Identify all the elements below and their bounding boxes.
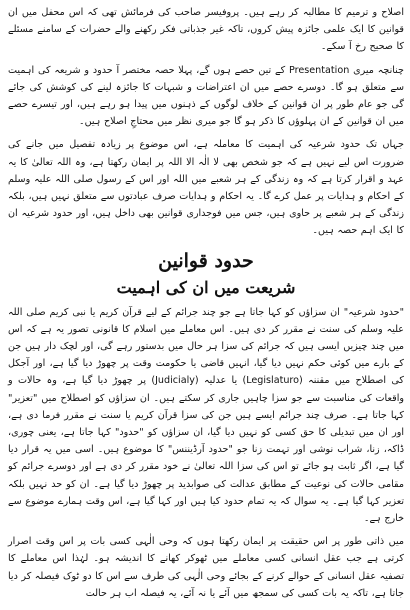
paragraph-intro-text: اصلاح و ترمیم کا مطالبہ کر رہے ہیں۔ پروفیسر صاحب کی فرمائش تھی کہ اس محفل میں ان قوانین کا ایک علمی جائزہ پیش کروں، تاکہ غیر جذباتی فکر رکھنے والے حضرات کے سامنے مسئلے کا صحیح رخ آ سکے۔ [8, 7, 404, 53]
paragraph-hudood-definition [8, 304, 404, 528]
paragraph-definition-text-start: "حدود شرعیہ" ان سزاؤں کو کہا جاتا ہے جو چند جرائم کے لیے قرآن کریم یا نبی کریم صلی اللہ علیہ وسلم کی سنت نے مقرر کر دی ہیں۔ اس معاملے میں اسلام کا قانونی تصور یہ ہے کہ اس میں چند چیزیں ایسی ہیں کہ جرائم کی سزا ہر حال میں بدستور رہے گی، اور لچک دار ہیں جن کے بارے میں کوئی حکم نہیں دیا گیا، انہیں قاضی یا حکومت وقت پر چھوڑ دیا گیا ہے، اور آجکل کی اصطلاح میں مقننہ [8, 306, 404, 387]
presentation-word: Presentation [289, 64, 350, 76]
legislature-word: (Legislaturo) [242, 375, 303, 387]
paragraph-definition-text-end: پر چھوڑ دیا گیا ہے، وہ حالات و واقعات کی مناسبت سے جو سزا چاہیں جاری کر سکتے ہیں۔ ان سزاؤں کو اصطلاح میں "تعزیر" کہا جاتا ہے۔ صرف چند جرائم ایسے ہیں جن کی سزا قرآن کریم یا سنت نے مقرر فرما دی ہے، اور ان میں تبدیلی کا حق کسی کو نہیں دیا گیا، ان سزاؤں کو "حدود" کہا جاتا ہے، یعنی چوری، ڈاکہ، زنا، شراب نوشی اور تہمت زنا جو "حدود آرڈیننس" کا موضوع ہیں۔ اسی میں یہ قرار دیا گیا ہے، اگر ثابت ہو جائے تو اس کی سزا اللہ تعالیٰ نے خود مقرر کر دی ہے اور دوسرے جرائم کو مقامی حالات کی نوعیت کے مطابق عدالت کی صوابدید پر چھوڑ دیا گیا ہے۔ ان کو حد نہیں بلکہ تعزیر کہا گیا ہے۔ یہ سوال کہ یہ تمام حدود کیا ہیں اور کہا گیا ہے، اس وقت ہمارے موضوع سے خارج ہے۔ [8, 375, 404, 525]
paragraph-revelation [8, 533, 404, 602]
paragraph-outline-text-start: چنانچہ میری [353, 64, 404, 76]
paragraph-importance [8, 136, 404, 239]
paragraph-presentation-outline [8, 62, 404, 131]
judiciary-word: (Judicialy) [151, 375, 199, 387]
paragraph-definition-text-mid: یا عدلیہ [204, 375, 238, 387]
section-subtitle: شریعت میں ان کی اہمیت [116, 277, 296, 297]
paragraph-revelation-text: میں ذاتی طور پر اس حقیقت پر ایمان رکھتا ہوں کہ وحی الٰہی کسی بات پر اس وقت اصرار کرتی ہے جب عقل انسانی کسی معاملے میں ٹھوکر کھانے کا اندیشہ ہو۔ لہٰذا اس معاملے کا تصفیہ عقل انسانی کے حوالے کرنے کے بجائے وحی الٰہی کی طرف سے اس کا دو ٹوک فیصلہ کر دیا جاتا ہے، تاکہ یہ بات کسی کی سمجھ میں آئے یا نہ آئے، یہ فیصلہ اب ہر حالت [7, 536, 404, 599]
paragraph-outline-text-end: کے تین حصے ہوں گے، پہلا حصہ مختصر آ حدود و شریعہ کی اہمیت سے متعلق ہو گا۔ دوسرے حصے میں ان اعتراضات و شبہات کا جائزہ لینے کی کوشش کی جائے گی جو عام طور پر ان قوانین کے خلاف لوگوں کے ذہنوں میں پیدا ہو رہے ہیں، اور تیسرے حصے میں ان قوانین کے ان پہلوؤں کا ذکر ہو گا جو میری نظر میں محتاجِ اصلاح ہیں۔ [8, 64, 404, 128]
paragraph-importance-text: جہاں تک حدود شرعیہ کی اہمیت کا معاملہ ہے، اس موضوع پر زیادہ تفصیل میں جانے کی ضرورت اس لیے نہیں ہے کہ جو شخص بھی لا الٰہ الا اللہ پر ایمان رکھتا ہے، وہ اللہ تعالیٰ کا یہ عہد و اقرار کرتا ہے کہ وہ زندگی کے ہر شعبے میں اللہ اور اس کے رسول صلی اللہ علیہ وسلم کے احکام و ہدایات پر عمل کرے گا۔ یہ احکام و ہدایات صرف عبادتوں سے متعلق نہیں ہیں، بلکہ زندگی کے ہر شعبے پر حاوی ہیں، جس میں فوجداری قوانین بھی داخل ہیں، اور حدود شرعیہ ان کا ایک اہم حصہ ہیں۔ [8, 139, 404, 237]
section-title: حدود قوانین [158, 249, 254, 272]
paragraph-intro [8, 4, 404, 56]
